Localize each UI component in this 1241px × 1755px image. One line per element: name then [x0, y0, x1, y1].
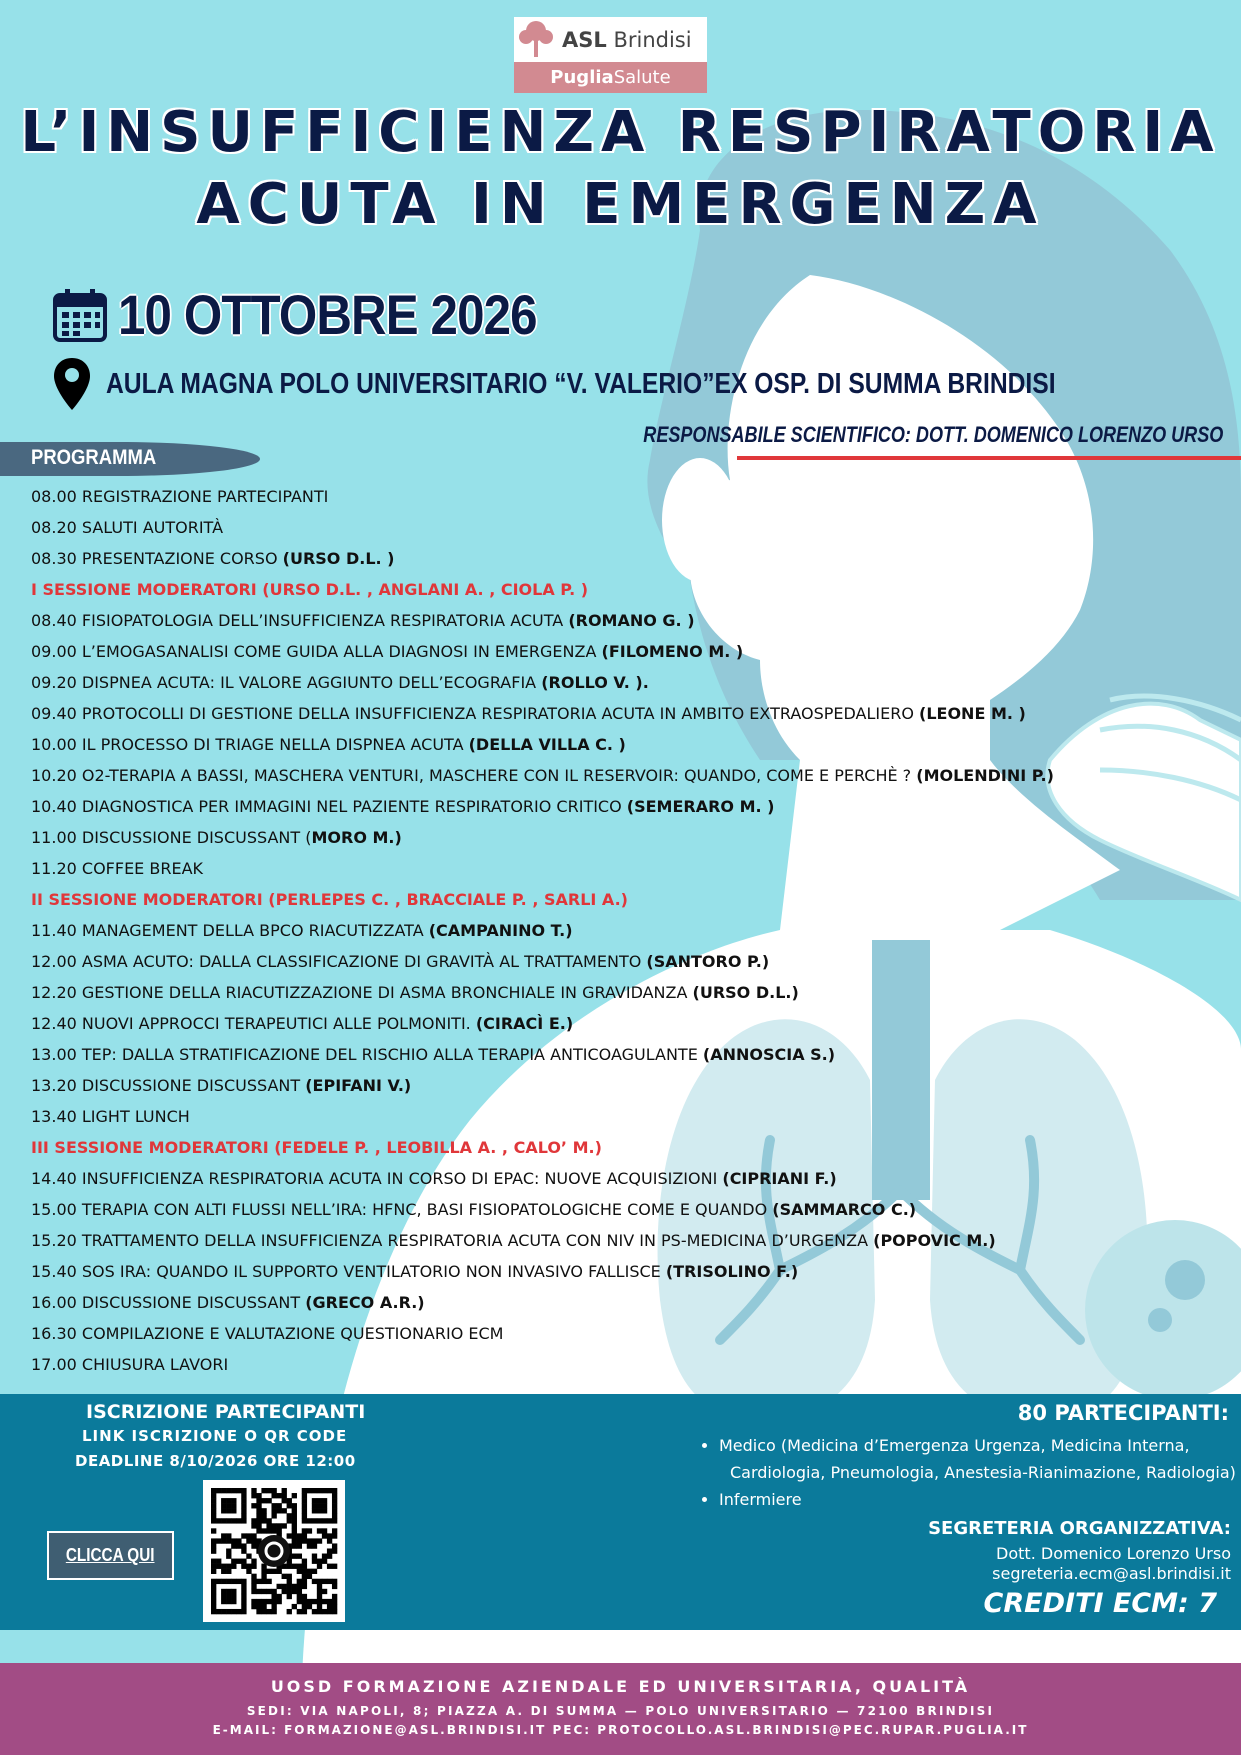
programme-item: 08.20 SALUTI AUTORITÀ: [31, 518, 224, 537]
click-here-button[interactable]: [47, 1531, 174, 1580]
footer: [0, 1663, 1241, 1755]
footer-line-1: UOSD FORMAZIONE AZIENDALE ED UNIVERSITARIA, QUALITÀ: [270, 1677, 971, 1696]
red-divider: [737, 456, 1241, 460]
session-header: III SESSIONE MODERATORI (FEDELE P. , LEOBILLA A. , CALO’ M.): [31, 1138, 602, 1157]
speaker-name: (MOLENDINI P.): [916, 766, 1054, 785]
speaker-name: (GRECO A.R.): [305, 1293, 425, 1312]
registration-title: ISCRIZIONE PARTECIPANTI: [86, 1401, 366, 1423]
speaker-name: (LEONE M. ): [919, 704, 1026, 723]
programme-item: 13.20 DISCUSSIONE DISCUSSANT (EPIFANI V.): [31, 1076, 412, 1095]
logo-subtitle: PugliaSalute: [514, 62, 707, 93]
click-here-label: CLICCA QUI: [66, 1545, 155, 1565]
registration-deadline: DEADLINE 8/10/2026 ORE 12:00: [75, 1452, 356, 1470]
programme-item: 11.00 DISCUSSIONE DISCUSSANT (MORO M.): [31, 828, 402, 847]
list-item: • Medico (Medicina d’Emergenza Urgenza, Medicina Interna, Cardiologia, Pneumologia, Anestesia-Rianimazione, Radiologia): [719, 1432, 1236, 1486]
speaker-name: (URSO D.L. ): [282, 549, 395, 568]
tree-logo-icon: [514, 17, 558, 62]
footer-line-3: E-MAIL: FORMAZIONE@ASL.BRINDISI.IT PEC: PROTOCOLLO.ASL.BRINDISI@PEC.RUPAR.PUGLIA.IT: [212, 1723, 1029, 1737]
speaker-name: (URSO D.L.): [692, 983, 799, 1002]
speaker-name: (CIRACÌ E.): [475, 1014, 574, 1033]
speaker-name: (ANNOSCIA S.): [702, 1045, 836, 1064]
programme-item: 11.20 COFFEE BREAK: [31, 859, 204, 878]
event-date: 10 OTTOBRE 2026: [118, 283, 537, 346]
programme-item: 15.40 SOS IRA: QUANDO IL SUPPORTO VENTILATORIO NON INVASIVO FALLISCE (TRISOLINO F.): [31, 1262, 799, 1281]
speaker-name: (SAMMARCO C.): [772, 1200, 917, 1219]
programme-item: 17.00 CHIUSURA LAVORI: [31, 1355, 229, 1374]
venue-row: [52, 356, 1223, 412]
qr-code[interactable]: [203, 1480, 345, 1622]
speaker-name: (FILOMENO M. ): [601, 642, 744, 661]
secretariat-name: Dott. Domenico Lorenzo Urso: [996, 1544, 1231, 1563]
programme-item: 12.00 ASMA ACUTO: DALLA CLASSIFICAZIONE DI GRAVITÀ AL TRATTAMENTO (SANTORO P.): [31, 952, 770, 971]
programme-item: 16.30 COMPILAZIONE E VALUTAZIONE QUESTIONARIO ECM: [31, 1324, 504, 1343]
programme-item: 12.20 GESTIONE DELLA RIACUTIZZAZIONE DI ASMA BRONCHIALE IN GRAVIDANZA (URSO D.L.): [31, 983, 799, 1002]
participants-title: 80 PARTECIPANTI:: [1017, 1401, 1229, 1425]
ecm-credits: CREDITI ECM: 7: [983, 1588, 1217, 1619]
logo-name: ASL Brindisi: [562, 27, 692, 52]
programme-item: 09.20 DISPNEA ACUTA: IL VALORE AGGIUNTO DELL’ECOGRAFIA (ROLLO V. ).: [31, 673, 649, 692]
programme-item: 14.40 INSUFFICIENZA RESPIRATORIA ACUTA IN CORSO DI EPAC: NUOVE ACQUISIZIONI (CIPRIANI F.): [31, 1169, 837, 1188]
speaker-name: (DELLA VILLA C. ): [468, 735, 626, 754]
location-pin-icon: [52, 356, 92, 412]
programme-item: 12.40 NUOVI APPROCCI TERAPEUTICI ALLE POLMONITI. (CIRACÌ E.): [31, 1014, 574, 1033]
programme-item: 10.00 IL PROCESSO DI TRIAGE NELLA DISPNEA ACUTA (DELLA VILLA C. ): [31, 735, 626, 754]
speaker-name: (CIPRIANI F.): [722, 1169, 837, 1188]
scientific-responsible: RESPONSABILE SCIENTIFICO: DOTT. DOMENICO LORENZO URSO: [643, 422, 1223, 447]
event-venue: AULA MAGNA POLO UNIVERSITARIO “V. VALERIO”EX OSP. DI SUMMA BRINDISI: [106, 367, 1056, 400]
speaker-name: (EPIFANI V.): [305, 1076, 412, 1095]
date-row: [52, 282, 594, 347]
programme-item: 15.00 TERAPIA CON ALTI FLUSSI NELL’IRA: HFNC, BASI FISIOPATOLOGICHE COME E QUANDO (SAMMARCO C.): [31, 1200, 917, 1219]
secretariat-email[interactable]: segreteria.ecm@asl.brindisi.it: [992, 1564, 1231, 1583]
title-line-2: ACUTA IN EMERGENZA: [196, 172, 1045, 237]
speaker-name: MORO M.): [311, 828, 402, 847]
registration-link-text: LINK ISCRIZIONE O QR CODE: [82, 1427, 348, 1445]
speaker-name: (ROLLO V. ).: [541, 673, 649, 692]
calendar-icon: [52, 287, 108, 343]
programme-item: 08.40 FISIOPATOLOGIA DELL’INSUFFICIENZA RESPIRATORIA ACUTA (ROMANO G. ): [31, 611, 695, 630]
programme-label: PROGRAMMA: [31, 446, 157, 469]
programme-item: 09.40 PROTOCOLLI DI GESTIONE DELLA INSUFFICIENZA RESPIRATORIA ACUTA IN AMBITO EXTRAOSPEDALIERO (LEONE M. ): [31, 704, 1026, 723]
title-line-1: L’INSUFFICIENZA RESPIRATORIA: [20, 100, 1221, 165]
programme-item: 15.20 TRATTAMENTO DELLA INSUFFICIENZA RESPIRATORIA ACUTA CON NIV IN PS-MEDICINA D’URGENZA (POPOVIC M.): [31, 1231, 996, 1250]
speaker-name: (CAMPANINO T.): [428, 921, 573, 940]
speaker-name: (TRISOLINO F.): [665, 1262, 799, 1281]
session-header: II SESSIONE MODERATORI (PERLEPES C. , BRACCIALE P. , SARLI A.): [31, 890, 628, 909]
programme-item: 16.00 DISCUSSIONE DISCUSSANT (GRECO A.R.): [31, 1293, 425, 1312]
programme-item: 09.00 L’EMOGASANALISI COME GUIDA ALLA DIAGNOSI IN EMERGENZA (FILOMENO M. ): [31, 642, 744, 661]
programme-item: 10.20 O2-TERAPIA A BASSI, MASCHERA VENTURI, MASCHERE CON IL RESERVOIR: QUANDO, COME E PERCHÈ ? (MOLENDINI P.): [31, 766, 1054, 785]
speaker-name: (SANTORO P.): [646, 952, 770, 971]
footer-line-2: SEDI: VIA NAPOLI, 8; PIAZZA A. DI SUMMA — POLO UNIVERSITARIO — 72100 BRINDISI: [246, 1704, 995, 1718]
programme-item: 08.00 REGISTRAZIONE PARTECIPANTI: [31, 487, 329, 506]
programme-item: 13.00 TEP: DALLA STRATIFICAZIONE DEL RISCHIO ALLA TERAPIA ANTICOAGULANTE (ANNOSCIA S.): [31, 1045, 836, 1064]
programme-item: 10.40 DIAGNOSTICA PER IMMAGINI NEL PAZIENTE RESPIRATORIO CRITICO (SEMERARO M. ): [31, 797, 775, 816]
programme-item: 11.40 MANAGEMENT DELLA BPCO RIACUTIZZATA (CAMPANINO T.): [31, 921, 573, 940]
asl-logo: [514, 17, 707, 93]
programme-item: 13.40 LIGHT LUNCH: [31, 1107, 190, 1126]
programme-list: [31, 484, 1054, 1383]
speaker-name: (POPOVIC M.): [873, 1231, 996, 1250]
speaker-name: (ROMANO G. ): [568, 611, 695, 630]
programme-item: 08.30 PRESENTAZIONE CORSO (URSO D.L. ): [31, 549, 395, 568]
speaker-name: (SEMERARO M. ): [626, 797, 775, 816]
list-item: • Infermiere: [719, 1486, 1236, 1513]
session-header: I SESSIONE MODERATORI (URSO D.L. , ANGLANI A. , CIOLA P. ): [31, 580, 589, 599]
secretariat-title: SEGRETERIA ORGANIZZATIVA:: [928, 1518, 1231, 1539]
participants-list: [697, 1432, 1236, 1513]
